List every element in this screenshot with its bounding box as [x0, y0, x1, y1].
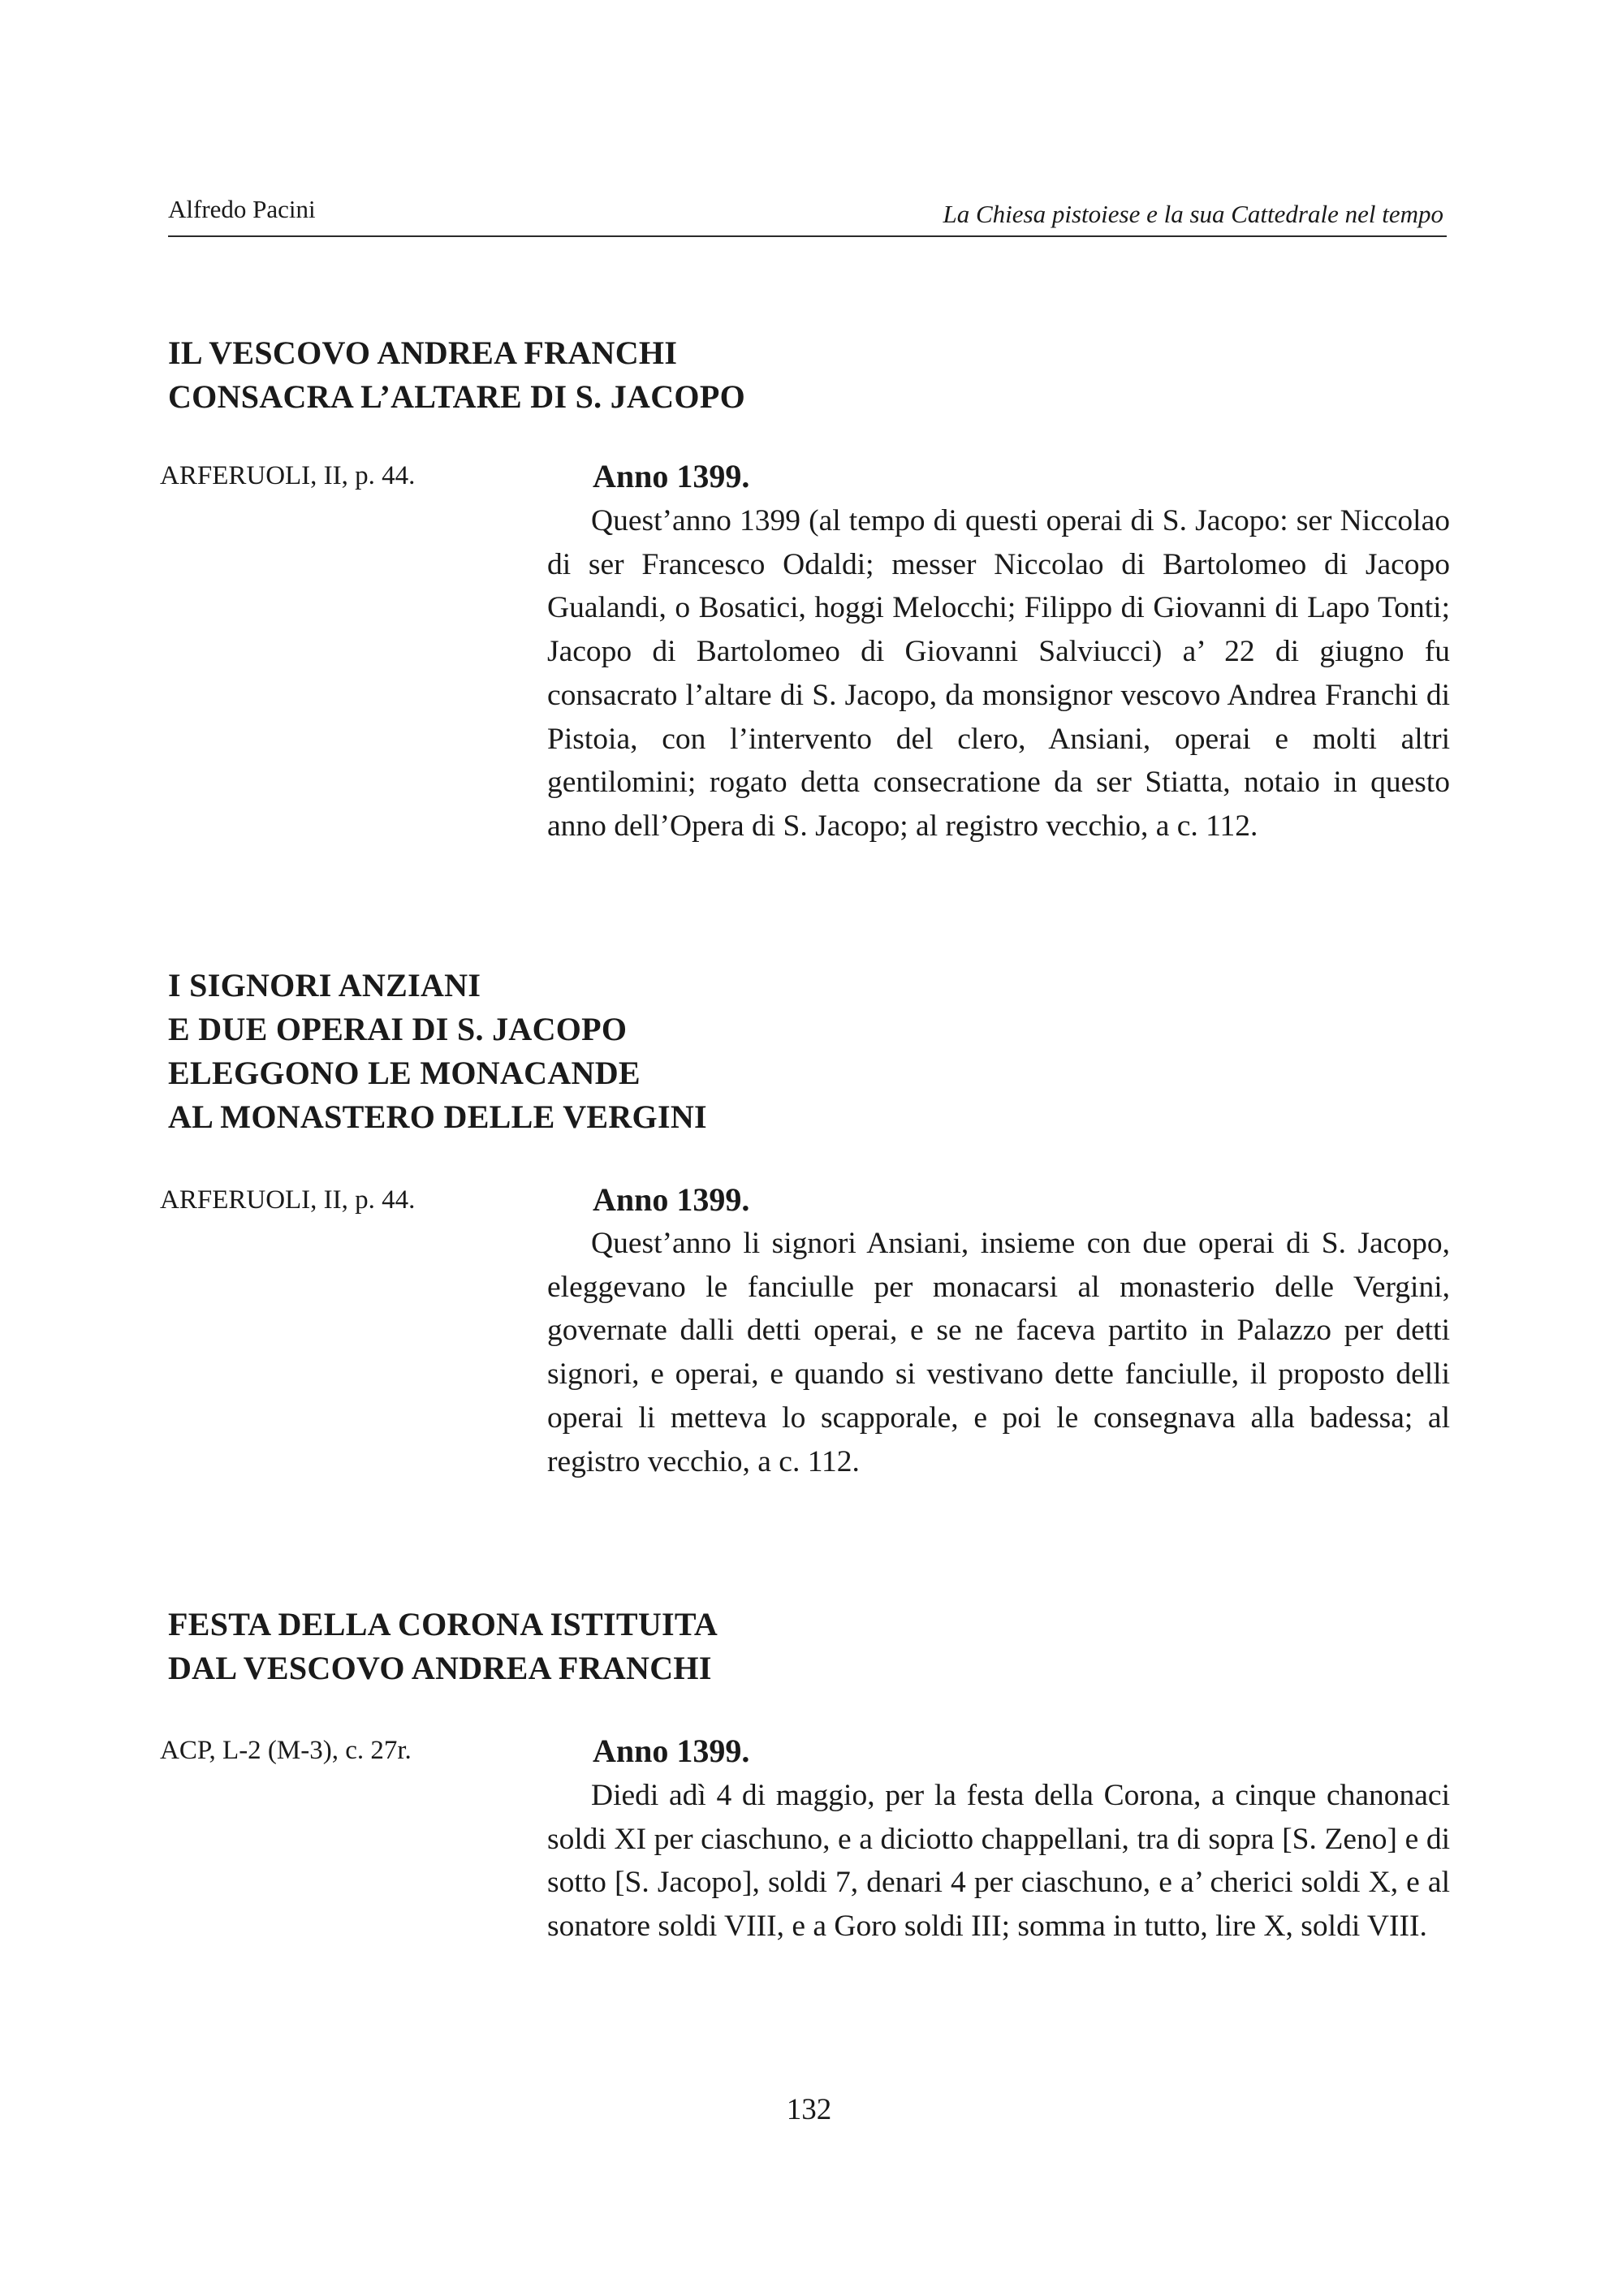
heading-line: CONSACRA L’ALTARE DI S. JACOPO: [168, 378, 745, 415]
book-title: La Chiesa pistoiese e la sua Cattedrale nel tempo: [943, 200, 1443, 228]
heading-line: ELEGGONO LE MONACANDE: [168, 1055, 641, 1091]
section-heading: [168, 331, 899, 419]
entry-text: Quest’anno li signori Ansiani, insieme con due operai di S. Jacopo, eleggevano le fanciulle per monacarsi al monasterio delle Vergini, governate dalli detti operai, e se ne faceva partito in Palazzo per detti signori, e operai, e quando si vestivano dette fanciulle, il proposto delli operai li metteva lo scapporale, e poi le consegnava alla badessa; al registro vecchio, a c. 112.: [547, 1227, 1450, 1478]
entry-year: Anno 1399.: [593, 1181, 750, 1218]
heading-line: I SIGNORI ANZIANI: [168, 967, 481, 1003]
entry-text: Quest’anno 1399 (al tempo di questi operai di S. Jacopo: ser Niccolao di ser Francesco Odaldi; messer Niccolao di Bartolomeo di Jacopo Gualandi, o Bosatici, hoggi Melocchi; Filippo di Giovanni di Lapo Tonti; Jacopo di Bartolomeo di Giovanni Salviucci) a’ 22 di giugno fu consacrato l’altare di S. Jacopo, da monsignor vescovo Andrea Franchi di Pistoia, con l’intervento del clero, Ansiani, operai e molti altri gentilomini; rogato detta consecratione da ser Stiatta, notaio in questo anno dell’Opera di S. Jacopo; al registro vecchio, a c. 112.: [547, 504, 1450, 843]
source-reference: ARFERUOLI, II, p. 44.: [160, 1185, 416, 1215]
section-heading: [168, 1603, 899, 1690]
entry-year: Anno 1399.: [593, 458, 750, 494]
page-number: 132: [786, 2093, 832, 2126]
entry-year: Anno 1399.: [593, 1733, 750, 1769]
heading-line: FESTA DELLA CORONA ISTITUITA: [168, 1606, 718, 1642]
heading-line: DAL VESCOVO ANDREA FRANCHI: [168, 1650, 712, 1686]
running-head: [168, 192, 1447, 237]
source-reference: ACP, L-2 (M-3), c. 27r.: [160, 1736, 412, 1765]
section-heading: [168, 964, 899, 1139]
heading-line: IL VESCOVO ANDREA FRANCHI: [168, 334, 678, 371]
heading-line: AL MONASTERO DELLE VERGINI: [168, 1098, 707, 1135]
author-name: Alfredo Pacini: [168, 195, 316, 223]
source-reference: ARFERUOLI, II, p. 44.: [160, 461, 416, 490]
entry-text: Diedi adì 4 di maggio, per la festa della Corona, a cinque chanonaci soldi XI per ciaschuno, e a diciotto chappellani, tra di sopra [S. Zeno] e di sotto [S. Jacopo], soldi 7, denari 4 per ciaschuno, e a’ cherici soldi X, e al sonatore soldi VIII, e a Goro soldi III; somma in tutto, lire X, soldi VIII.: [547, 1779, 1450, 1944]
heading-line: E DUE OPERAI DI S. JACOPO: [168, 1011, 628, 1047]
